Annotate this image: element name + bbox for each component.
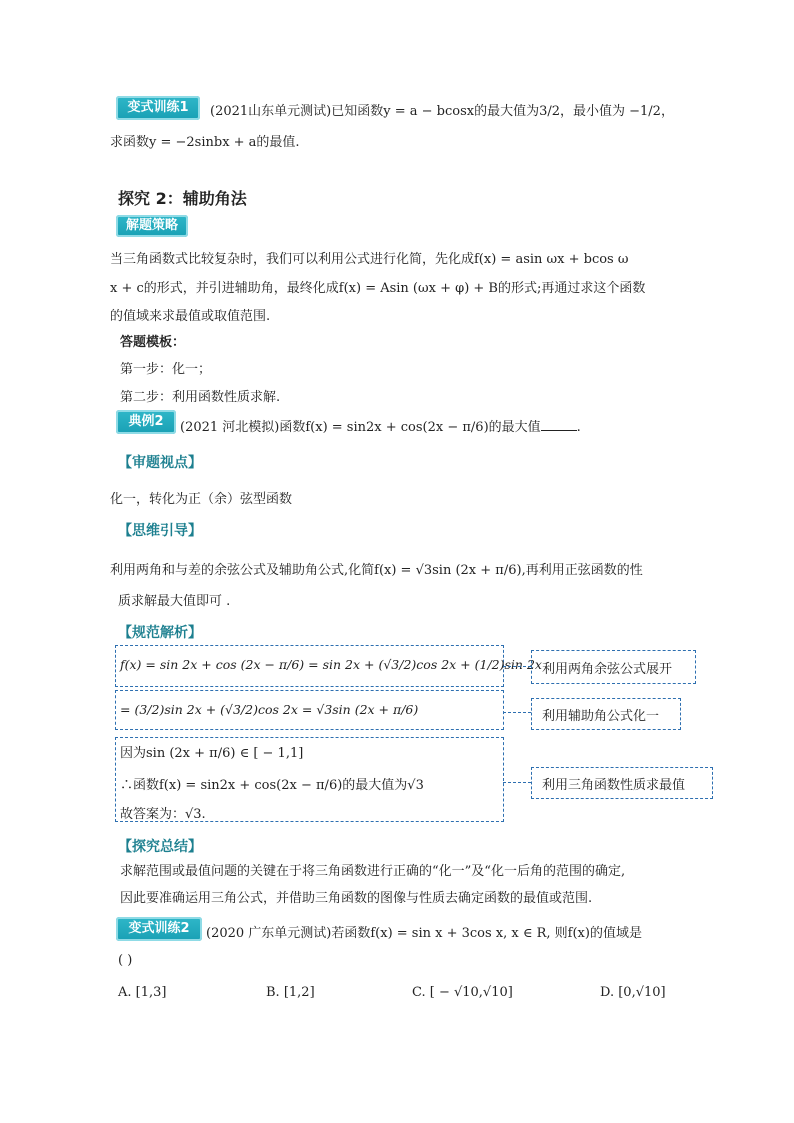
option-a: A. [1,3]	[118, 985, 167, 1000]
example2-question	[180, 416, 581, 435]
example2-question-text: (2021 河北模拟)函数f(x) = sin2x + cos⁡(2x − π/6)的最大值	[180, 420, 541, 435]
summary-line2: 因此要准确运用三角公式，并借助三角函数的图像与性质去确定函数的最值或范围.	[120, 891, 593, 906]
template-step-2: 第二步：利用函数性质求解.	[120, 390, 281, 405]
connector-line-a	[503, 666, 531, 667]
variant1-question-line1: (2021山东单元测试)已知函数y = a − bcosx的最大值为3/2，最小值为 −1/2，	[210, 104, 674, 119]
variant-training-2-tag: 变式训练2	[116, 917, 202, 941]
explore-summary-title: 【探究总结】	[118, 839, 202, 855]
note-conclusion: 利用三角函数性质求最值	[542, 778, 686, 793]
example2-question-end: .	[576, 420, 581, 435]
variant2-question: (2020 广东单元测试)若函数f(x) = sin x + 3cos x, x ∈ R, 则f(x)的值域是	[206, 926, 642, 941]
option-b: B. [1,2]	[266, 985, 315, 1000]
option-d: D. [0,√10]	[600, 985, 666, 1000]
analysis-step-auxiliary: = (3/2)sin 2x + (√3/2)cos 2x = √3sin (2x + π/6)	[120, 702, 419, 717]
variant-training-1-tag: 变式训练1	[116, 96, 200, 120]
strategy-tag: 解题策略	[116, 215, 188, 237]
strategy-para-line2: x + c的形式，并引进辅助角，最终化成f(x) = Asin (ωx + φ) + B的形式;再通过求这个函数	[110, 281, 646, 296]
strategy-para-line1: 当三角函数式比较复杂时，我们可以利用公式进行化简，先化成f(x) = asin ωx + bcos ω	[110, 252, 629, 267]
connector-line-b	[503, 712, 531, 713]
option-c: C. [ − √10,√10]	[412, 985, 513, 1000]
variant1-question-line2: 求函数y = −2sinbx + a的最值.	[110, 135, 300, 150]
thinking-guide-line1: 利用两角和与差的余弦公式及辅助角公式,化简f(x) = √3sin (2x + π/6),再利用正弦函数的性	[110, 563, 643, 578]
strategy-para-line3: 的值域来求最值或取值范围.	[110, 309, 271, 324]
variant2-paren: ( )	[118, 953, 133, 968]
answer-blank	[541, 430, 577, 431]
review-viewpoint-title: 【审题视点】	[118, 455, 202, 471]
thinking-guide-line2: 质求解最大值即可 .	[118, 594, 231, 609]
summary-line1: 求解范围或最值问题的关键在于将三角函数进行正确的“化一”及“化一后角的范围的确定,	[120, 864, 626, 879]
note-expand: 利用两角余弦公式展开	[542, 662, 673, 677]
template-title: 答题模板：	[120, 335, 186, 350]
analysis-step-answer: 故答案为：√3.	[120, 807, 206, 822]
analysis-step-expand: f(x) = sin 2x + cos (2x − π/6) = sin 2x + (√3/2)cos 2x + (1/2)sin 2x	[120, 657, 542, 672]
example-2-tag: 典例2	[116, 410, 176, 434]
analysis-step-max: ∴函数f(x) = sin2x + cos⁡(2x − π/6)的最大值为√3	[120, 778, 424, 793]
review-viewpoint-text: 化一，转化为正（余）弦型函数	[110, 492, 293, 507]
connector-line-c	[503, 782, 531, 783]
thinking-guide-title: 【思维引导】	[118, 523, 202, 539]
template-step-1: 第一步：化一；	[120, 362, 212, 377]
note-auxiliary: 利用辅助角公式化一	[542, 709, 660, 724]
explore-2-heading: 探究 2：辅助角法	[118, 189, 247, 208]
standard-analysis-title: 【规范解析】	[118, 625, 202, 641]
analysis-step-range: 因为sin (2x + π/6) ∈ [ − 1,1]	[120, 746, 304, 761]
